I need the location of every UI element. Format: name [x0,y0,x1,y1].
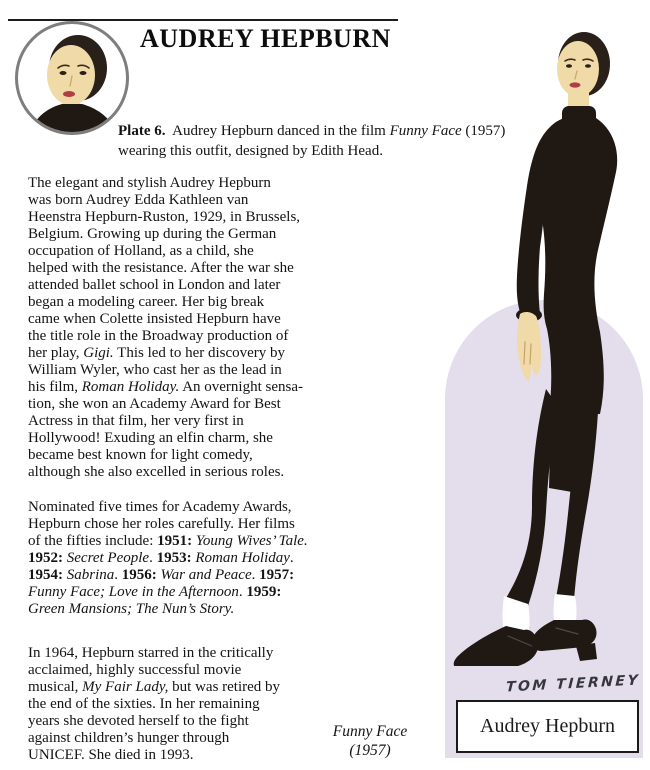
portrait-circle [15,21,129,135]
doll-hand [517,312,541,381]
doll-name-label: Audrey Hepburn [456,700,639,753]
bio-paragraph-3: In 1964, Hepburn starred in the critically acclaimed, highly successful movie musical, My Fair Lady, but was retired by the end of the sixties. In her remaining years she devoted herself to the fight against children’s hunger through UNICEF. She died in 1993. [28,645,281,763]
title-rule [8,19,398,21]
plate-caption: Plate 6. Audrey Hepburn danced in the film Funny Face (1957) wearing this outfit, designed by Edith Head. [118,123,506,159]
film-year: (1957) [349,742,391,759]
page-title: AUDREY HEPBURN [140,24,391,53]
doll-head [557,32,610,114]
film-title: Funny Face [332,723,408,740]
bio-paragraph-2: Nominated five times for Academy Awards, Hepburn chose her roles carefully. Her films of the fifties include: 1951: Young Wives’ Tale. 1952: Secret People. 1953: Roman Holiday. 1954: Sabrina. 1956: War and Peace. 1957: Funny Face; Love in the Afternoon. 1959: Green Mansions; The Nun’s Story. [28,499,308,617]
film-label [318,722,422,760]
portrait-illustration [18,24,126,132]
artist-signature: TOM TIERNEY [505,672,641,696]
doll-illustration [448,14,650,666]
bio-paragraph-1: The elegant and stylish Audrey Hepburn was born Audrey Edda Kathleen van Heenstra Hepburn-Ruston, 1929, in Brussels, Belgium. Growing up during the German occupation of Holland, as a child, she helped with the resistance. After the war she attended ballet school in London and later began a modeling career. Her big break came when Colette insisted Hepburn have the title role in the Broadway production of her play, Gigi. This led to her discovery by William Wyler, who cast her as the lead in his film, Roman Holiday. An overnight sensa- tion, she won an Academy Award for Best Actress in that film, her very first in Hollywood! Exuding an elfin charm, she became best known for light comedy, although she also excelled in serious roles. [28,175,303,480]
